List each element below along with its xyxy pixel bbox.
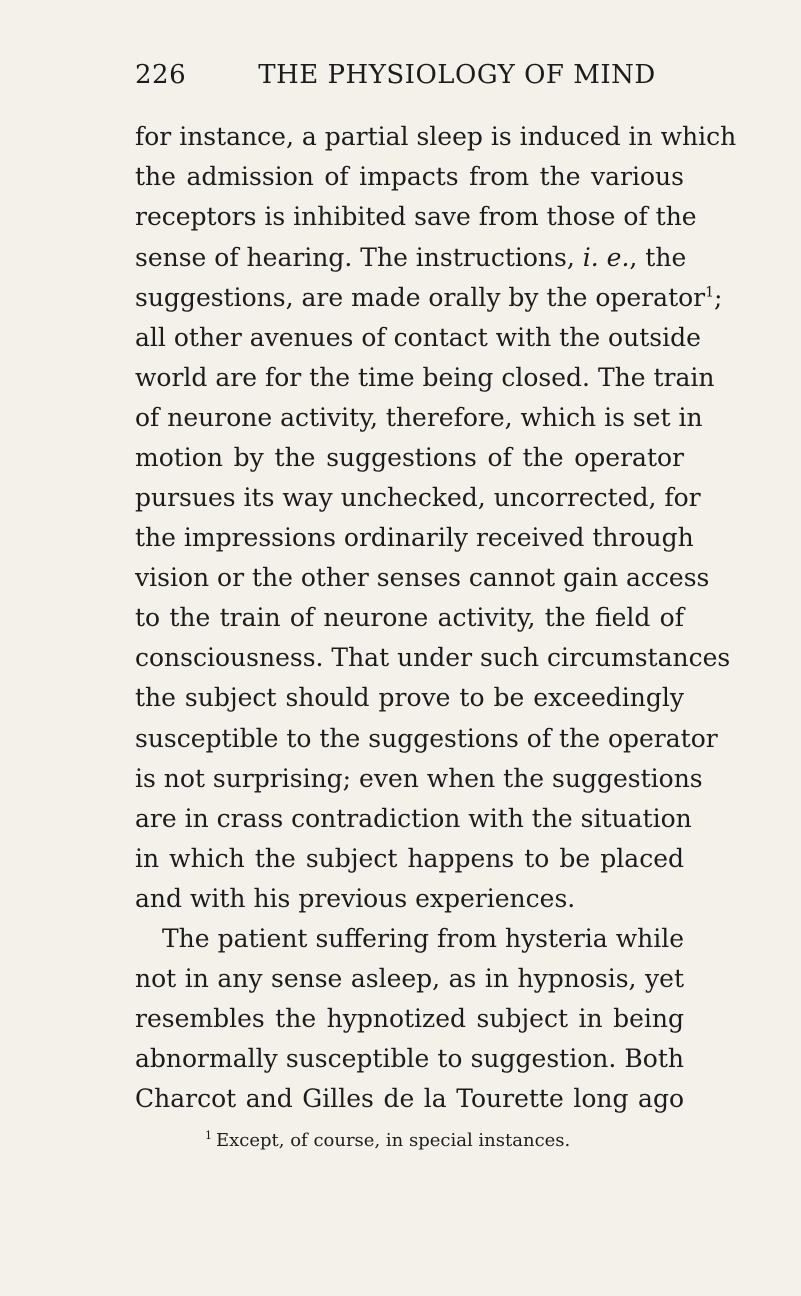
footnote-reference: 1 — [705, 284, 715, 301]
text-span: ; — [714, 283, 723, 312]
text-span: sense of hearing. The instructions, — [135, 243, 583, 272]
text-line: the admission of impacts from the various — [135, 162, 684, 191]
text-line: is not surprising; even when the suggestions — [135, 764, 703, 793]
text-line: world are for the time being closed. The train — [135, 363, 715, 392]
footnote-text: Except, of course, in special instances. — [216, 1130, 571, 1151]
page-number: 226 — [135, 60, 187, 90]
text-line: to the train of neurone activity, the field of — [135, 603, 684, 632]
text-line — [135, 238, 687, 278]
text-line: pursues its way unchecked, uncorrected, for — [135, 483, 701, 512]
text-line: of neurone activity, therefore, which is set in — [135, 403, 703, 432]
text-line: vision or the other senses cannot gain access — [135, 563, 710, 592]
running-head: THE PHYSIOLOGY OF MIND — [258, 60, 656, 90]
text-line: and with his previous experiences. — [135, 884, 576, 913]
text-line: resembles the hypnotized subject in being — [135, 1004, 684, 1033]
text-line: for instance, a partial sleep is induced in which — [135, 122, 737, 151]
text-line: the impressions ordinarily received through — [135, 523, 694, 552]
text-line — [135, 278, 723, 318]
text-line: all other avenues of contact with the outside — [135, 323, 701, 352]
footnote — [205, 1128, 684, 1154]
text-line: The patient suffering from hysteria while — [162, 924, 684, 953]
text-line: abnormally susceptible to suggestion. Both — [135, 1044, 684, 1073]
italic-abbreviation: i. e. — [582, 243, 630, 272]
page-header — [135, 60, 684, 96]
text-span: suggestions, are made orally by the operator — [135, 283, 706, 312]
text-line: receptors is inhibited save from those of the — [135, 202, 697, 231]
text-line: the subject should prove to be exceedingly — [135, 683, 684, 712]
text-line: motion by the suggestions of the operator — [135, 443, 684, 472]
text-line: Charcot and Gilles de la Tourette long ago — [135, 1084, 684, 1113]
text-line: consciousness. That under such circumstances — [135, 643, 731, 672]
footnote-marker: 1 — [205, 1129, 212, 1142]
text-line: not in any sense asleep, as in hypnosis, yet — [135, 964, 684, 993]
text-line: susceptible to the suggestions of the operator — [135, 724, 718, 753]
text-span: , the — [629, 243, 687, 272]
text-line: are in crass contradiction with the situation — [135, 804, 692, 833]
text-line: in which the subject happens to be placed — [135, 844, 684, 873]
